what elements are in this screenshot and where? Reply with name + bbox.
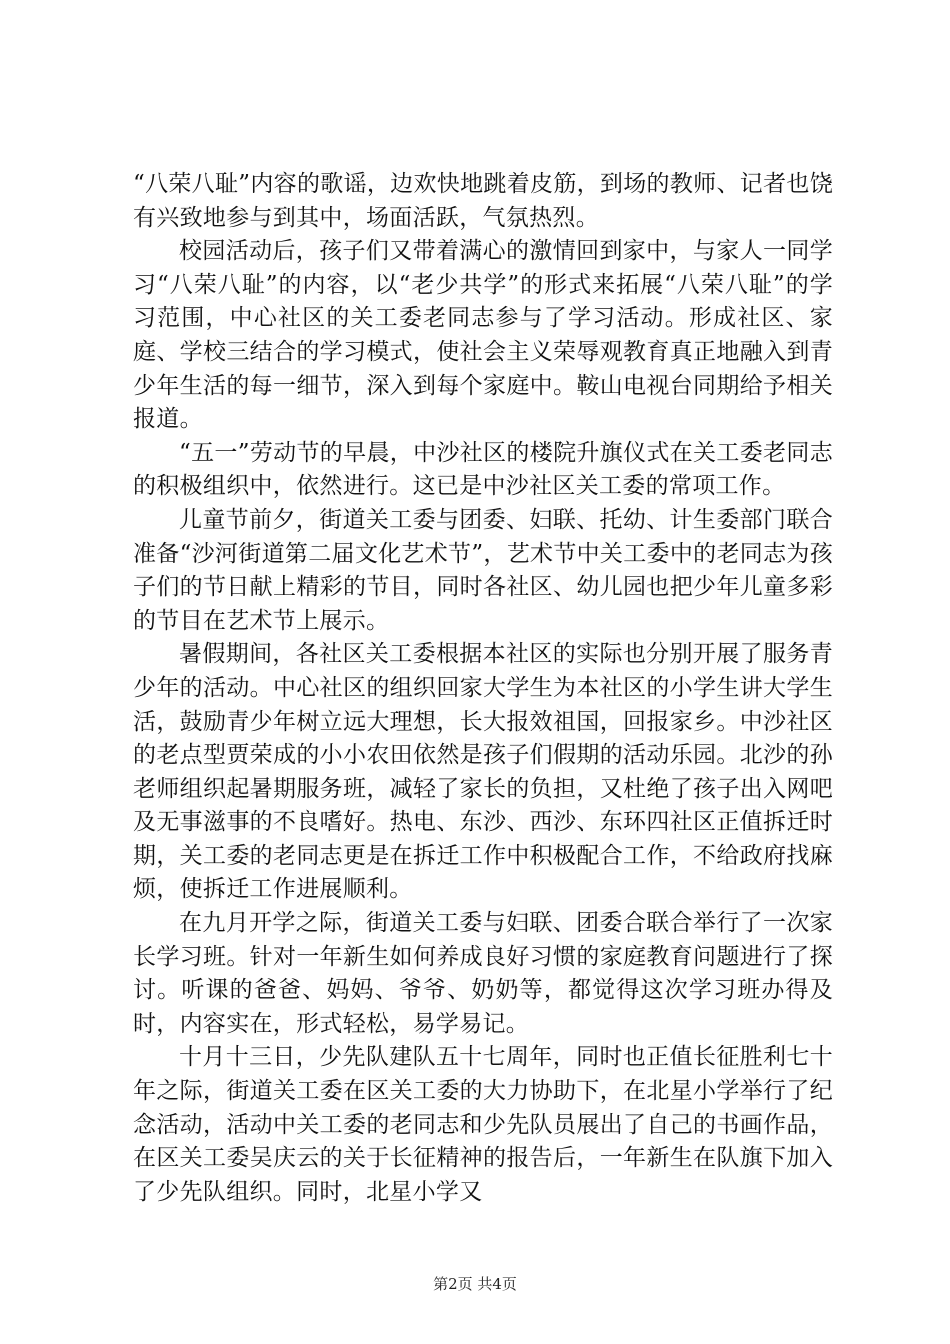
paragraph: “五一”劳动节的早晨，中沙社区的楼院升旗仪式在关工委老同志的积极组织中，依然进行。这已是中沙社区关工委的常项工作。: [133, 439, 833, 500]
paragraph: 暑假期间，各社区关工委根据本社区的实际也分别开展了服务青少年的活动。中心社区的组织回家大学生为本社区的小学生讲大学生活，鼓励青少年树立远大理想，长大报效祖国，回报家乡。中沙社区的老点型贾荣成的小小农田依然是孩子们假期的活动乐园。北沙的孙老师组织起暑期服务班，减轻了家长的负担，又杜绝了孩子出入网吧及无事滋事的不良嗜好。热电、东沙、西沙、东环四社区正值拆迁时期，关工委的老同志更是在拆迁工作中积极配合工作，不给政府找麻烦，使拆迁工作进展顺利。: [133, 641, 833, 903]
paragraph: 在九月开学之际，街道关工委与妇联、团委合联合举行了一次家长学习班。针对一年新生如何养成良好习惯的家庭教育问题进行了探讨。听课的爸爸、妈妈、爷爷、奶奶等，都觉得这次学习班办得及时，内容实在，形式轻松，易学易记。: [133, 910, 833, 1037]
paragraph: 校园活动后，孩子们又带着满心的激情回到家中，与家人一同学习“八荣八耻”的内容，以“老少共学”的形式来拓展“八荣八耻”的学习范围，中心社区的关工委老同志参与了学习活动。形成社区、家庭、学校三结合的学习模式，使社会主义荣辱观教育真正地融入到青少年生活的每一细节，深入到每个家庭中。鞍山电视台同期给予相关报道。: [133, 238, 833, 433]
paragraph: 十月十三日，少先队建队五十七周年，同时也正值长征胜利七十年之际，街道关工委在区关工委的大力协助下，在北星小学举行了纪念活动，活动中关工委的老同志和少先队员展出了自己的书画作品，在区关工委吴庆云的关于长征精神的报告后，一年新生在队旗下加入了少先队组织。同时，北星小学又: [133, 1044, 833, 1205]
paragraph: “八荣八耻”内容的歌谣，边欢快地跳着皮筋，到场的教师、记者也饶有兴致地参与到其中，场面活跃，气氛热烈。: [133, 171, 833, 231]
page-footer: 第2页 共4页: [433, 1275, 517, 1293]
paragraph: 儿童节前夕，街道关工委与团委、妇联、托幼、计生委部门联合准备“沙河街道第二届文化艺术节”，艺术节中关工委中的老同志为孩子们的节日献上精彩的节目，同时各社区、幼儿园也把少年儿童多彩的节目在艺术节上展示。: [133, 506, 833, 634]
document-body: [133, 168, 833, 1209]
